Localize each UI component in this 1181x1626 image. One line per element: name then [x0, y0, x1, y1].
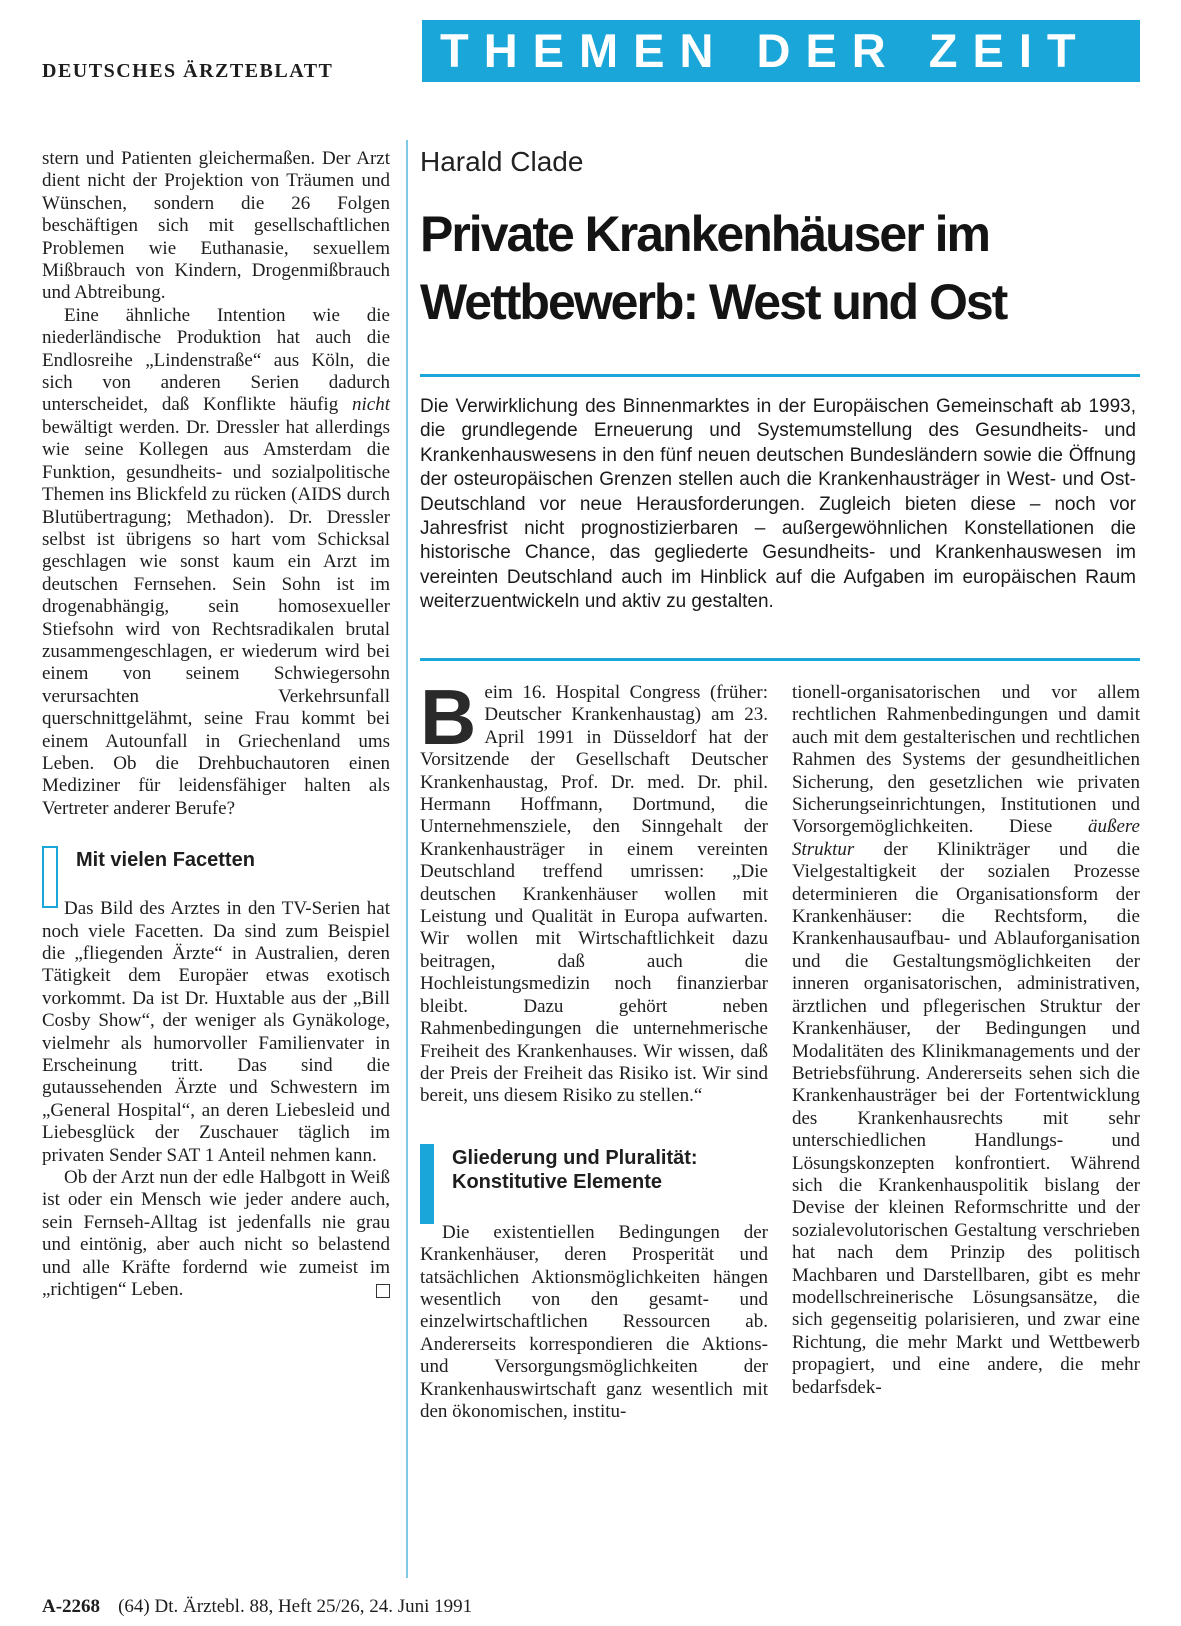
paragraph: Die existentiellen Bedingungen der Krankenhäuser, deren Prosperität und tatsächlichen Aktionsmöglichkeiten hängen wesentlich von den gesamt- und einzelwirtschaftlichen Ressourcen ab. Andererseits korrespondieren die Aktions- und Versorgungsmöglichkeiten der Krankenhauswirtschaft ganz wesentlich mit den ökonomischen, institu-: [420, 1221, 768, 1422]
article-lead: Die Verwirklichung des Binnenmarktes in der Europäischen Gemeinschaft ab 1993, die grundlegende Erneuerung und Systemumstellung des Gesundheits- und Krankenhauswesens in den fünf neuen deutschen Bundesländern sowie die Öffnung der osteuropäischen Grenzen stellen auch die Krankenhausträger in West- und Ost-Deutschland vor neue Herausforderungen. Zugleich bieten diese – noch vor Jahresfrist nicht prognostizierbaren – außergewöhnlichen Konstellationen die historische Chance, das gegliederte Gesundheits- und Krankenhauswesen im vereinten Deutschland auch im Hinblick auf die Aufgaben im europäischen Raum weiterzuentwickeln und aktiv zu gestalten.: [420, 396, 1136, 613]
section-marker-icon: [42, 846, 58, 908]
paragraph: Das Bild des Arztes in den TV-Serien hat noch viele Facetten. Da sind zum Beispiel die „fliegenden Ärzte“ in Australien, deren Tätigkeit dem Europäer etwas exotisch vorkommt. Da ist Dr. Huxtable aus der „Bill Cosby Show“, der weniger als Gynäkologe, vielmehr als humorvoller Familienvater in Erscheinung tritt. Das sind die gutaussehenden Ärzte und Schwestern im „General Hospital“, an deren Liebesleid und Liebesglück der Zuschauer täglich im privaten Sender SAT 1 Anteil nehmen kann.: [42, 898, 390, 1166]
subheading: Gliederung und Pluralität: Konstitutive Elemente: [452, 1146, 698, 1193]
emphasis: nicht: [352, 394, 390, 416]
rule-top: [420, 374, 1140, 377]
page-footer: [42, 1596, 472, 1618]
column-divider: [406, 140, 408, 1578]
section-title: THEMEN DER ZEIT: [440, 24, 1091, 77]
drop-cap: B: [420, 673, 477, 761]
article-column-2: [792, 682, 1140, 1399]
previous-article-column: [42, 148, 390, 1302]
paragraph: stern und Patienten gleichermaßen. Der Arzt dient nicht der Projektion von Träumen und Wünschen, sondern die 26 Folgen beschäftigen sich mit gesellschaftlichen Problemen wie Euthanasie, sexuellem Mißbrauch von Kindern, Drogenmißbrauch und Abtreibung.: [42, 148, 390, 304]
emphasis: äußere Struktur: [792, 816, 1140, 860]
citation: (64) Dt. Ärztebl. 88, Heft 25/26, 24. Juni 1991: [118, 1596, 473, 1617]
title-line: Private Krankenhäuser im: [420, 206, 989, 262]
article-title: [420, 200, 1140, 336]
title-line: Wettbewerb: West und Ost: [420, 274, 1007, 330]
paragraph: Ob der Arzt nun der edle Halbgott in Weiß ist oder ein Mensch wie jeder andere auch, sein Fernseh-Alltag ist jedenfalls nie grau und eintönig, aber auch nicht so belastend und alle Kräfte fordernd wie zumeist im „richtigen“ Leben.: [42, 1167, 390, 1301]
article-column-1: [420, 673, 768, 1423]
page-code: A-2268: [42, 1596, 101, 1617]
paragraph: tionell-organisatorischen und vor allem rechtlichen Rahmenbedingungen und damit auch mit dem gestalterischen und rechtlichen Rahmen des Systems der gesundheitlichen Sicherung, den gesetzlichen wie privaten Sicherungseinrichtungen, Institutionen und Vorsorgemöglichkeiten. Diese äußere Struktur der Klinikträger und die Vielgestaltigkeit der sozialen Prozesse determinieren die Organisationsform der Krankenhäuser: die Rechtsform, die Krankenhausaufbau- und Ablauforganisation und die Gestaltungsmöglichkeiten der inneren organisatorischen, administrativen, ärztlichen und pflegerischen Struktur der Krankenhäuser, der Bedingungen und Modalitäten des Klinikmanagements und der Betriebsführung. Andererseits sehen sich die Krankenhausträger bei der Fortentwicklung des Krankenhausrechts mit sehr unterschiedlichen Handlungs- und Lösungskonzepten konfrontiert. Während sich die Krankenhauspolitik bislang der Devise der kleinen Reformschritte und der sozialevolutorischen Gestaltung verschrieben hat nach dem Prinzip des politisch Machbaren und Darstellbaren, gibt es mehr modellschreinerische Lösungsansätze, die sich gegenseitig polarisieren, und zwar eine Richtung, die mehr Markt und Wettbewerb propagiert, und eine andere, die mehr bedarfsdek-: [792, 682, 1140, 1398]
subheading: Mit vielen Facetten: [76, 849, 255, 872]
rule-bottom: [420, 658, 1140, 661]
paragraph: Beim 16. Hospital Congress (früher: Deutscher Krankenhaustag) am 23. April 1991 in Düsseldorf hat der Vorsitzende der Gesellschaft Deutscher Krankenhaustag, Prof. Dr. med. Dr. phil. Hermann Hoffmann, Dortmund, die Unternehmensziele, den Sinngehalt der Krankenhausträger in einem vereinten Deutschland treffend umrissen: „Die deutschen Krankenhäuser wollen mit Leistung und Qualität in Europa aufwarten. Wir wollen mit Wirtschaftlichkeit dazu beitragen, daß auch die Hochleistungsmedizin noch finanzierbar bleibt. Dazu gehört neben Rahmenbedingungen die unternehmerische Freiheit des Krankenhauses. Wir wissen, daß der Preis der Freiheit das Risiko ist. Wir sind bereit, uns diesem Risiko zu stellen.“: [420, 673, 768, 1107]
end-of-article-icon: [376, 1284, 390, 1298]
section-banner: [422, 20, 1140, 82]
section-marker-icon: [420, 1144, 434, 1224]
author-name: Harald Clade: [420, 146, 584, 177]
paragraph: Eine ähnliche Intention wie die niederländische Produktion hat auch die Endlosreihe „Lindenstraße“ aus Köln, die sich von anderen Serien dadurch unterscheidet, daß Konflikte häufig nicht bewältigt werden. Dr. Dressler hat allerdings wie seine Kollegen aus Amsterdam die Funktion, gesundheits- und sozialpolitische Themen ins Blickfeld zu rücken (AIDS durch Blutübertragung; Methadon). Dr. Dressler selbst ist übrigens so hart vom Schicksal geschlagen wie sonst kaum ein Arzt im deutschen Fernsehen. Sein Sohn ist im drogenabhängig, sein homosexueller Stiefsohn wird von Rechtsradikalen brutal zusammengeschlagen, er wiederum wird bei einem von seinem Schwiegersohn verursachten Verkehrsunfall querschnittgelähmt, seine Frau kommt bei einem Autounfall in Griechenland ums Leben. Ob die Drehbuchautoren einen Mediziner für leidensfähiger halten als Vertreter anderer Berufe?: [42, 304, 390, 819]
publication-name: DEUTSCHES ÄRZTEBLATT: [42, 60, 334, 82]
subheading-block: [420, 1144, 768, 1224]
